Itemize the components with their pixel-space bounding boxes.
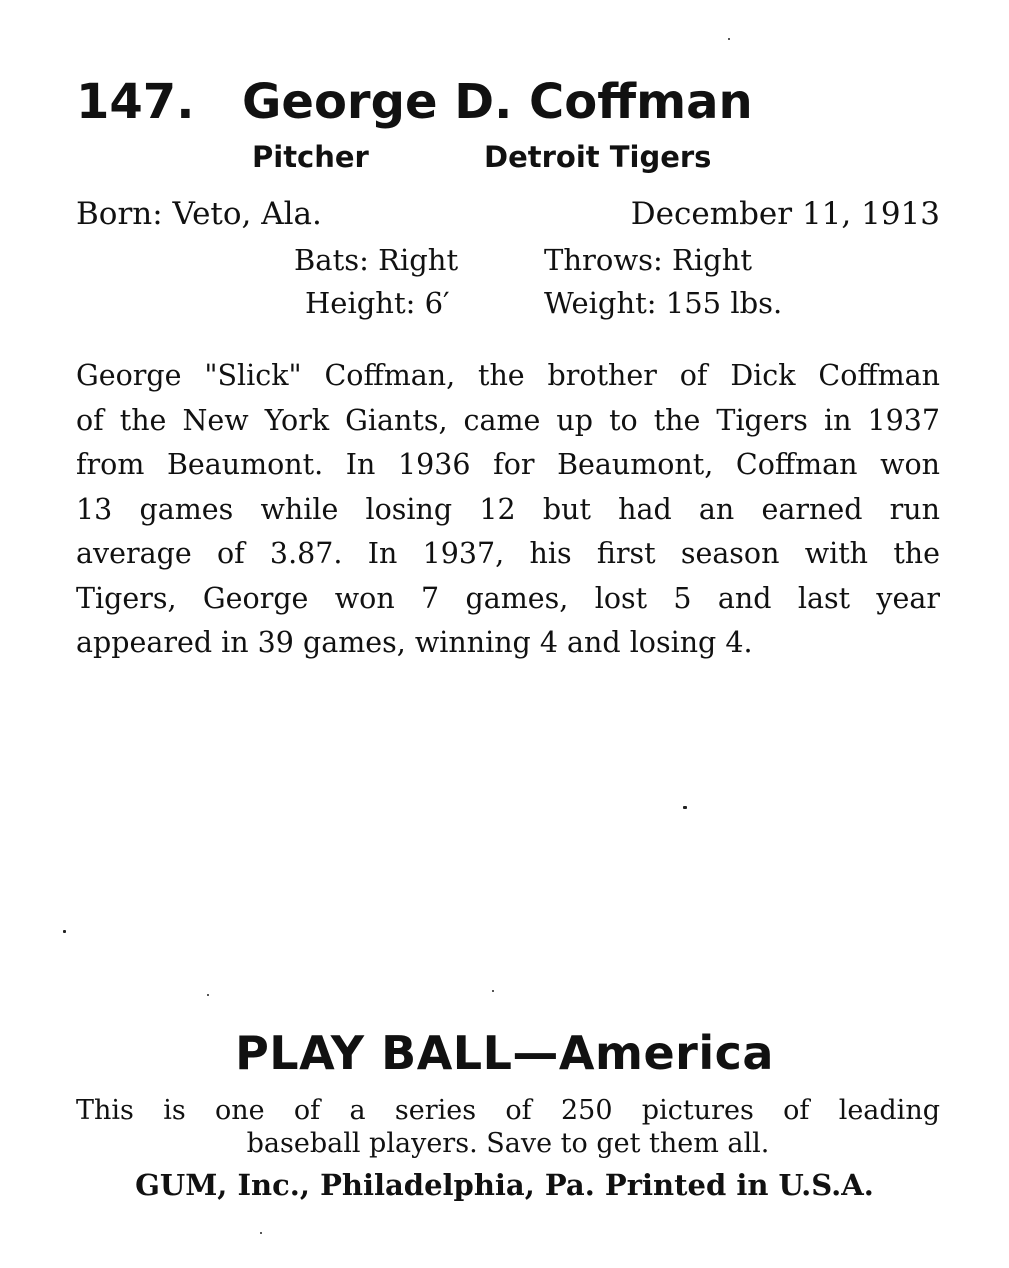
bats-info: Bats: Right bbox=[294, 243, 459, 277]
bio-line: average of 3.87. In 1937, his first season with the bbox=[76, 537, 940, 570]
bio-line: appeared in 39 games, winning 4 and losing 4. bbox=[76, 626, 753, 659]
biography bbox=[76, 354, 940, 666]
footer-title: PLAY BALL—America bbox=[235, 1026, 774, 1080]
footer-credit: GUM, Inc., Philadelphia, Pa. Printed in U.S.A. bbox=[135, 1168, 874, 1202]
throws-info: Throws: Right bbox=[544, 243, 753, 277]
born-place: Born: Veto, Ala. bbox=[76, 196, 322, 232]
footer-line: baseball players. Save to get them all. bbox=[246, 1128, 770, 1159]
player-name: George D. Coffman bbox=[242, 74, 753, 130]
player-team: Detroit Tigers bbox=[484, 140, 712, 174]
print-speck bbox=[492, 990, 494, 992]
born-date: December 11, 1913 bbox=[630, 196, 940, 232]
player-position: Pitcher bbox=[252, 140, 369, 174]
bio-line: from Beaumont. In 1936 for Beaumont, Coffman won bbox=[76, 448, 940, 481]
card-number: 147. bbox=[76, 74, 195, 130]
weight-info: Weight: 155 lbs. bbox=[544, 286, 783, 320]
print-speck bbox=[728, 38, 730, 40]
print-speck bbox=[683, 806, 687, 809]
bio-line: George "Slick" Coffman, the brother of Dick Coffman bbox=[76, 359, 940, 392]
footer-line: This is one of a series of 250 pictures of leading bbox=[76, 1095, 940, 1126]
footer-text bbox=[76, 1094, 940, 1160]
height-info: Height: 6′ bbox=[305, 286, 450, 320]
print-speck bbox=[63, 930, 66, 933]
print-speck bbox=[207, 994, 209, 996]
print-speck bbox=[260, 1232, 262, 1234]
bio-line: 13 games while losing 12 but had an earned run bbox=[76, 492, 940, 526]
bio-line: of the New York Giants, came up to the Tigers in 1937 bbox=[76, 403, 940, 437]
bio-line: Tigers, George won 7 games, lost 5 and last year bbox=[76, 581, 940, 615]
